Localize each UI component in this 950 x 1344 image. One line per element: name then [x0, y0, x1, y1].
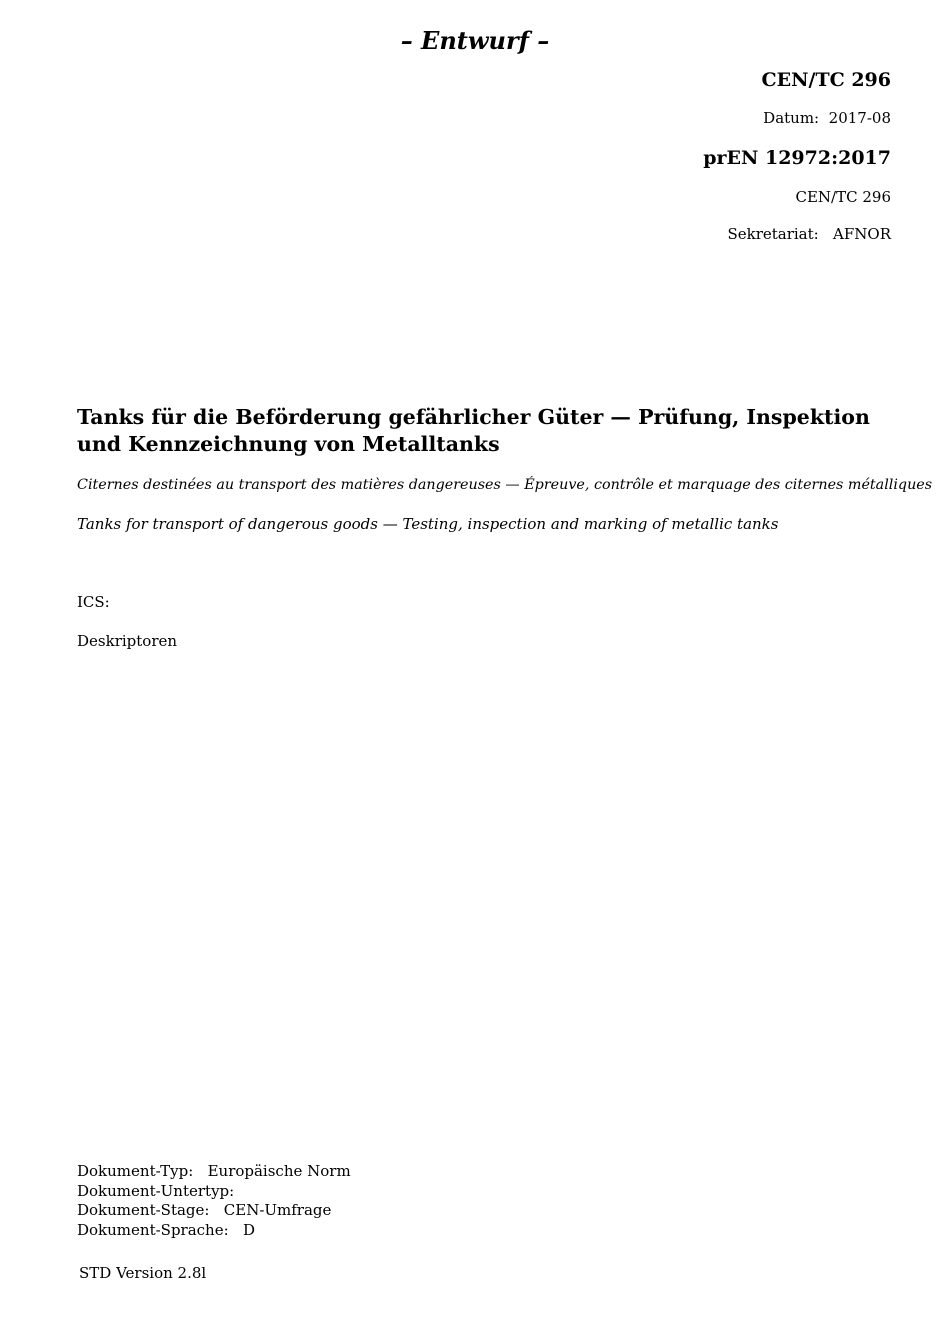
document-language-value: D — [242, 1220, 255, 1239]
document-language-label: Dokument-Sprache: — [77, 1220, 229, 1239]
document-language-row — [77, 1221, 351, 1241]
secretariat-label: Sekretariat: — [727, 225, 819, 243]
committee-heading: CEN/TC 296 — [761, 69, 891, 91]
ics-label: ICS: — [77, 593, 110, 611]
document-subtype-label: Dokument-Untertyp: — [77, 1181, 235, 1200]
committee-secondary: CEN/TC 296 — [795, 188, 891, 206]
date-line — [763, 108, 891, 128]
document-title-english: Tanks for transport of dangerous goods — Testing, inspection and marking of metallic tanks — [77, 515, 779, 533]
descriptors-label: Deskriptoren — [77, 632, 178, 650]
std-version-label: STD Version 2.8l — [79, 1264, 207, 1282]
secretariat-line — [727, 224, 891, 244]
date-value: 2017-08 — [828, 109, 891, 127]
document-stage-label: Dokument-Stage: — [77, 1201, 210, 1219]
document-title-german: Tanks für die Beförderung gefährlicher Güter — Prüfung, Inspektion und Kennzeichnung von Metalltanks — [77, 405, 870, 456]
secretariat-value: AFNOR — [833, 225, 891, 243]
document-stage-row — [77, 1201, 351, 1221]
document-stage-value: CEN-Umfrage — [223, 1201, 332, 1219]
date-label: Datum: — [763, 109, 820, 127]
document-title-french: Citernes destinées au transport des matières dangereuses — Épreuve, contrôle et marquage des citernes métalliques — [77, 477, 933, 493]
document-type-label: Dokument-Typ: — [77, 1162, 194, 1180]
document-meta-block — [77, 1162, 351, 1240]
document-subtype-row — [77, 1182, 351, 1202]
document-number: prEN 12972:2017 — [703, 147, 891, 169]
document-type-row — [77, 1162, 351, 1182]
document-type-value: Europäische Norm — [207, 1162, 351, 1180]
draft-watermark-label: – Entwurf – — [400, 26, 550, 55]
